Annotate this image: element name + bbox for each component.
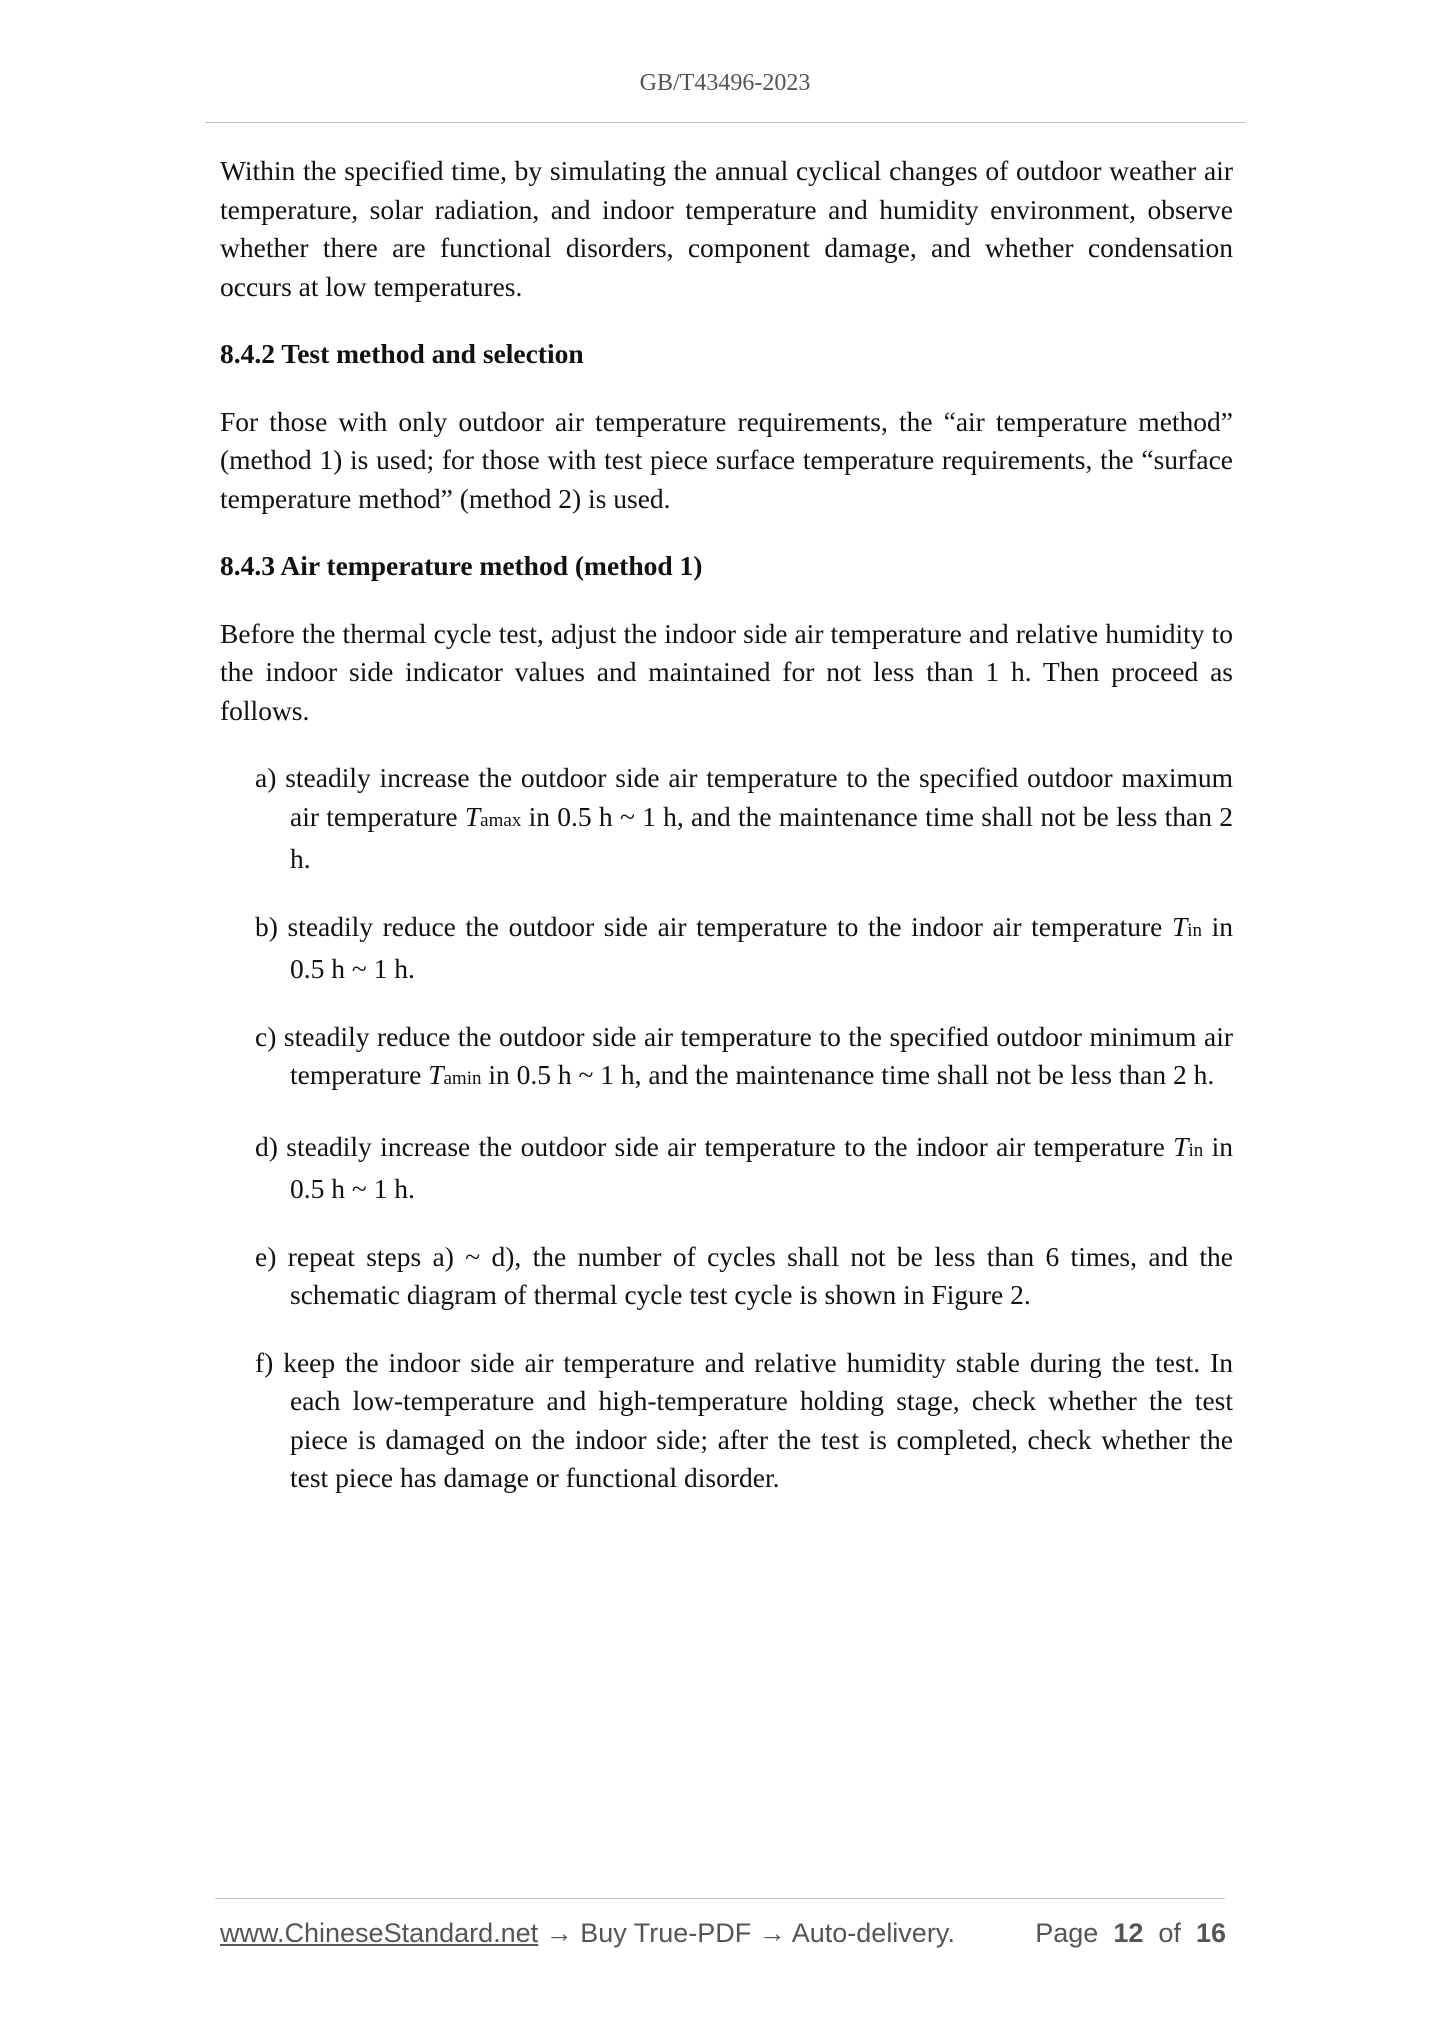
symbol-t: T xyxy=(428,1059,444,1090)
symbol-t: T xyxy=(1173,1130,1189,1162)
footer-tagline: → Buy True-PDF → Auto-delivery. xyxy=(538,1918,955,1948)
subscript: amax xyxy=(480,809,522,831)
symbol-t: T xyxy=(464,800,481,832)
current-page-number: 12 xyxy=(1113,1918,1144,1948)
list-item-f: f) keep the indoor side air temperature and relative humidity stable during the test. In each low-temperature and high-temperature holding stage, check whether the test piece is damaged on the indoor side; after the test is completed, check whether the test piece has damage or functional disorder. xyxy=(255,1346,1233,1493)
subscript: in xyxy=(1187,919,1203,941)
list-item-e: e) repeat steps a) ~ d), the number of cycles shall not be less than 6 times, and the schematic diagram of thermal cycle test cycle is shown in Figure 2. xyxy=(255,1240,1233,1310)
total-page-number: 16 xyxy=(1195,1918,1226,1948)
list-item-c: c) steadily reduce the outdoor side air temperature to the specified outdoor minimum air temperature Tamin in 0.5 h ~ 1 h, and the maintenance time shall not be less than 2 h. xyxy=(255,1020,1233,1090)
list-item-b: b) steadily reduce the outdoor side air temperature to the indoor air temperature Tin in 0.5 h ~ 1 h. xyxy=(255,910,1234,984)
header-divider xyxy=(205,122,1245,123)
footer-promo xyxy=(220,1918,955,1949)
chinesestandard-link[interactable]: www.ChineseStandard.net xyxy=(220,1918,539,1948)
list-item-a: a) steadily increase the outdoor side air temperature to the specified outdoor maximum air temperature Tamax in 0.5 h ~ 1 h, and the maintenance time shall not be less than 2 h. xyxy=(255,762,1233,874)
symbol-t: T xyxy=(1171,910,1188,942)
document-body xyxy=(220,152,1233,1527)
page-counter: Page 12 of 16 xyxy=(1035,1918,1226,1948)
subscript: in xyxy=(1188,1139,1204,1161)
document-id-header: GB/T43496-2023 xyxy=(639,70,811,96)
subscript: amin xyxy=(443,1068,482,1089)
intro-paragraph: Within the specified time, by simulating the annual cyclical changes of outdoor weather air temperature, solar radiation, and indoor temperature and humidity environment, observe whether there are functional disorders, component damage, and whether condensation occurs at low temperatures. xyxy=(220,155,1233,302)
section-heading-8-4-3: 8.4.3 Air temperature method (method 1) xyxy=(220,550,703,581)
section-heading-8-4-2: 8.4.2 Test method and selection xyxy=(220,338,584,369)
test-method-paragraph: For those with only outdoor air temperature requirements, the “air temperature method” (method 1) is used; for those with test piece surface temperature requirements, the “surface temperature method” (method 2) is used. xyxy=(220,405,1233,514)
footer-divider xyxy=(215,1898,1225,1899)
air-temperature-method-paragraph: Before the thermal cycle test, adjust the indoor side air temperature and relative humidity to the indoor side indicator values and maintained for not less than 1 h. Then proceed as follows. xyxy=(220,617,1233,726)
list-item-d: d) steadily increase the outdoor side air temperature to the indoor air temperature Tin in 0.5 h ~ 1 h. xyxy=(255,1130,1234,1204)
